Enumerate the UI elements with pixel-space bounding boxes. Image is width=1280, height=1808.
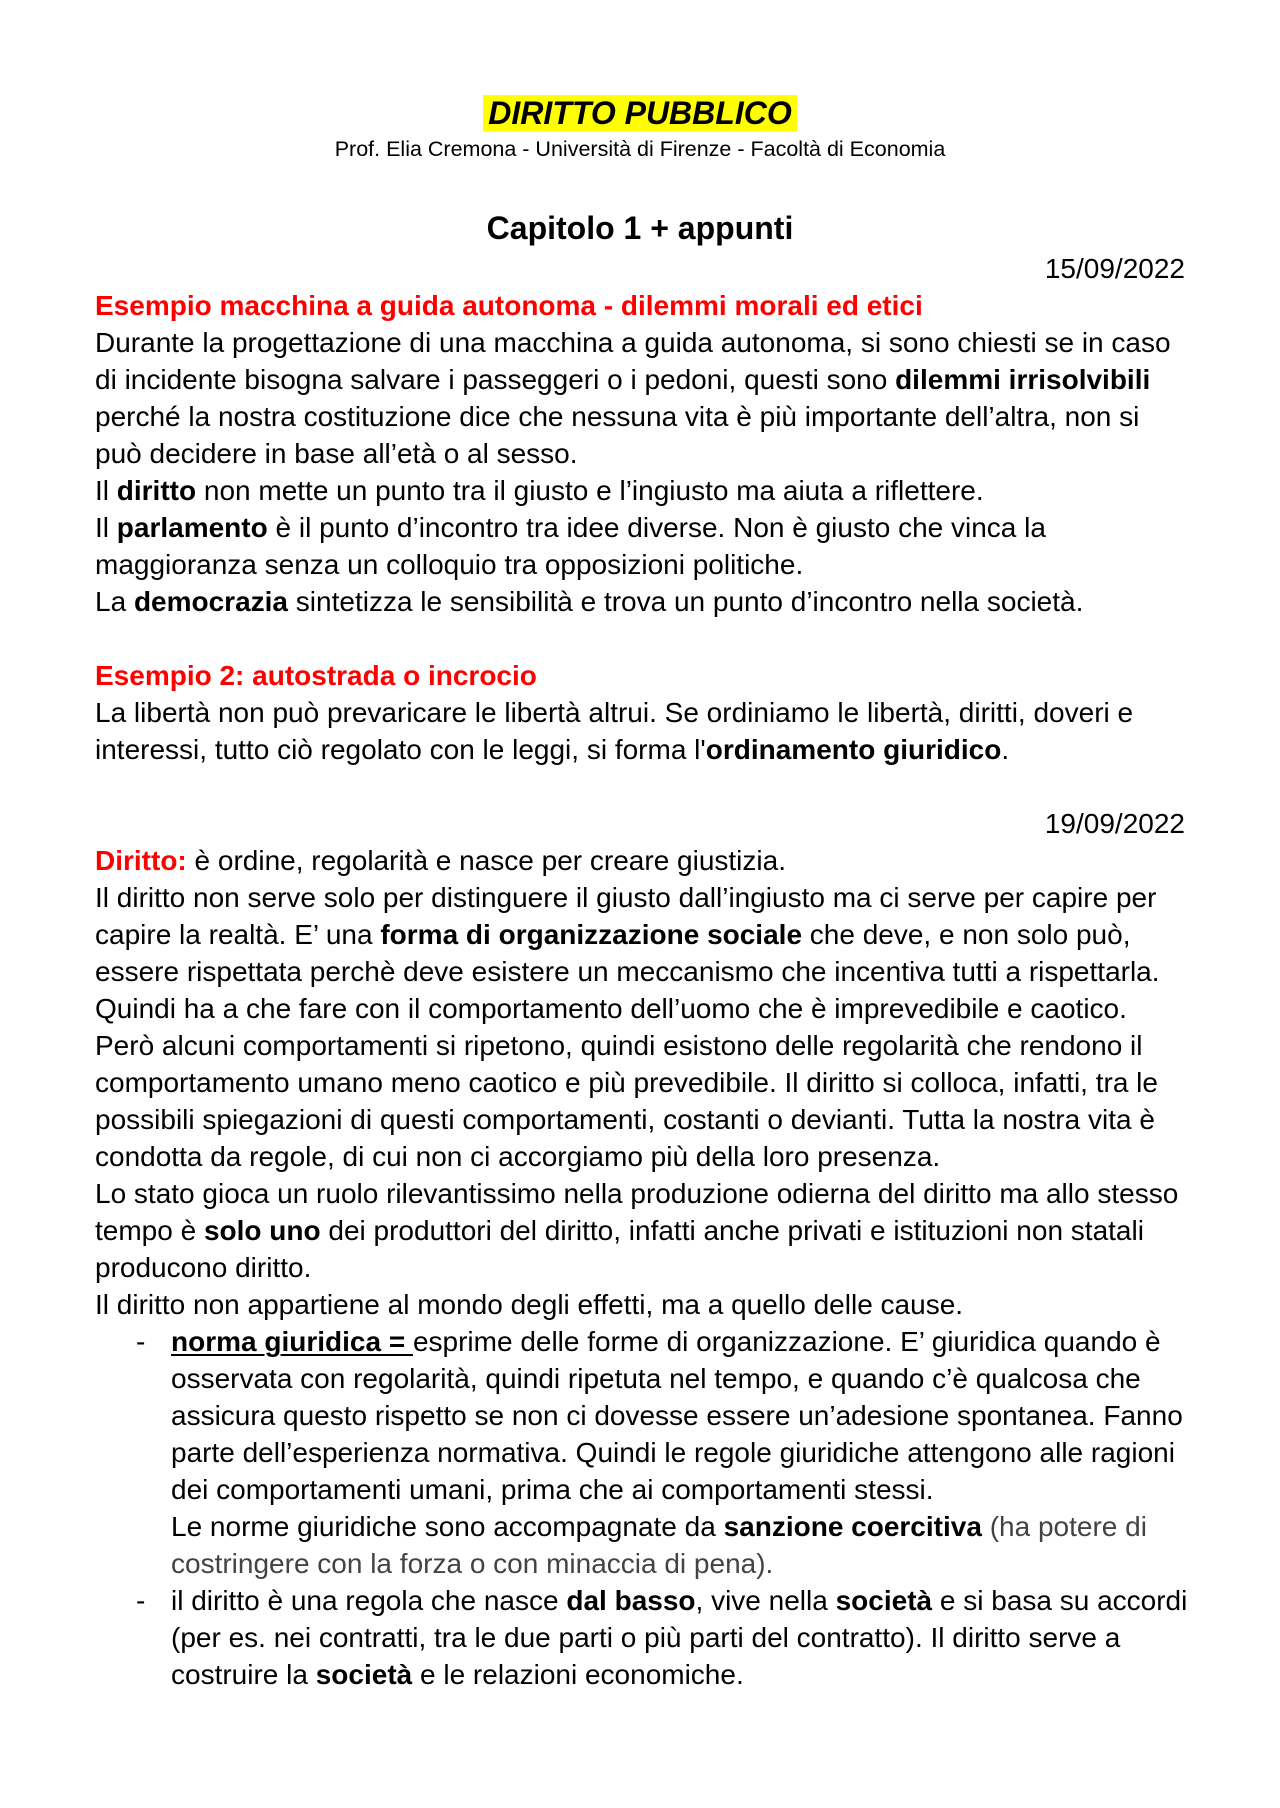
paragraph-line: Il diritto non serve solo per distinguere il giusto dall’ingiusto ma ci serve per capire per — [95, 882, 1157, 913]
line-text: costruire la — [171, 1659, 316, 1690]
bold-term: ordinamento giuridico — [705, 734, 1002, 765]
line-text: che deve, e non solo può, — [802, 919, 1131, 950]
list-line: parte dell’esperienza normativa. Quindi le regole giuridiche attengono alle ragioni — [171, 1437, 1175, 1468]
bold-term: diritto — [116, 475, 197, 506]
bold-term: forma di organizzazione sociale — [380, 919, 803, 950]
line-text: . — [1001, 734, 1010, 765]
paragraph-line — [95, 916, 1185, 953]
paragraph-line: producono diritto. — [95, 1252, 312, 1283]
paragraph-line — [95, 472, 1185, 509]
line-text: Le norme giuridiche sono accompagnate da — [171, 1511, 724, 1542]
blank-line — [95, 620, 1185, 657]
list-item — [95, 1323, 1185, 1582]
line-text: il diritto è una regola che nasce — [171, 1585, 567, 1616]
paragraph-line: possibili spiegazioni di questi comportamenti, costanti o devianti. Tutta la nostra vita è — [95, 1104, 1155, 1135]
line-text: dei produttori del diritto, infatti anche privati e istituzioni non statali — [320, 1215, 1144, 1246]
title-line — [0, 95, 1280, 131]
paragraph-line: maggioranza senza un colloquio tra opposizioni politiche. — [95, 549, 804, 580]
chapter-heading: Capitolo 1 + appunti — [486, 210, 794, 246]
paragraph-line: Però alcuni comportamenti si ripetono, quindi esistono delle regolarità che rendono il — [95, 1030, 1143, 1061]
bold-term: società — [315, 1659, 413, 1690]
line-text: tempo è — [95, 1215, 204, 1246]
list-line: costringere con la forza o con minaccia di pena). — [171, 1548, 774, 1579]
paragraph-line: comportamento umano meno caotico e più prevedibile. Il diritto si colloca, infatti, tra le — [95, 1067, 1158, 1098]
paragraph-line: Quindi ha a che fare con il comportamento dell’uomo che è imprevedibile e caotico. — [95, 993, 1127, 1024]
blank-line — [95, 768, 1185, 805]
bold-term: solo uno — [203, 1215, 321, 1246]
line-text: , vive nella — [695, 1585, 836, 1616]
paragraph-line — [95, 583, 1185, 620]
line-text: esprime delle forme di organizzazione. E’ giuridica quando è — [412, 1326, 1161, 1357]
list-line: osservata con regolarità, quindi ripetuta nel tempo, e quando c’è qualcosa che — [171, 1363, 1141, 1394]
muted-text: (ha potere di — [981, 1511, 1147, 1542]
line-text: Il — [95, 475, 117, 506]
line-text: e le relazioni economiche. — [412, 1659, 744, 1690]
bold-term: democrazia — [133, 586, 289, 617]
line-text: Il — [95, 512, 117, 543]
paragraph-line: può decidere in base all’età o al sesso. — [95, 438, 578, 469]
bold-term: sanzione coercitiva — [723, 1511, 982, 1542]
list-line — [95, 1582, 1188, 1619]
line-text: sintetizza le sensibilità e trova un punto d’incontro nella società. — [288, 586, 1084, 617]
bold-term: dilemmi irrisolvibili — [895, 364, 1151, 395]
paragraph-line: condotta da regole, di cui non ci accorgiamo più della loro presenza. — [95, 1141, 941, 1172]
document-title: DIRITTO PUBBLICO — [483, 95, 796, 131]
list-line: (per es. nei contratti, tra le due parti o più parti del contratto). Il diritto serve a — [171, 1622, 1121, 1653]
definition-term: Diritto: — [95, 845, 187, 876]
paragraph-line — [95, 731, 1185, 768]
line-text: di incidente bisogna salvare i passeggeri o i pedoni, questi sono — [95, 364, 896, 395]
definition-text: è ordine, regolarità e nasce per creare giustizia. — [186, 845, 786, 876]
list-line: assicura questo rispetto se non ci dovesse essere un’adesione spontanea. Fanno — [171, 1400, 1183, 1431]
paragraph-line: Lo stato gioca un ruolo rilevantissimo nella produzione odierna del diritto ma allo stesso — [95, 1178, 1179, 1209]
paragraph-line: essere rispettata perchè deve esistere un meccanismo che incentiva tutti a rispettarla. — [95, 956, 1160, 987]
list-bullet: - — [136, 1326, 146, 1357]
paragraph-line — [95, 1212, 1185, 1249]
section-heading: Esempio macchina a guida autonoma - dilemmi morali ed etici — [95, 290, 923, 321]
line-text: La — [95, 586, 134, 617]
paragraph-line: perché la nostra costituzione dice che nessuna vita è più importante dell’altra, non si — [95, 401, 1140, 432]
paragraph-line — [95, 509, 1185, 546]
list-line — [95, 1508, 1185, 1545]
list-line — [95, 1656, 1185, 1693]
paragraph-line: La libertà non può prevaricare le libertà altrui. Se ordiniamo le libertà, diritti, doveri e — [95, 697, 1134, 728]
line-text: interessi, tutto ciò regolato con le leggi, si forma l' — [95, 734, 706, 765]
paragraph-line — [95, 361, 1185, 398]
lecture-date: 19/09/2022 — [1044, 808, 1185, 839]
line-text: capire la realtà. E’ una — [95, 919, 381, 950]
line-text: è il punto d’incontro tra idee diverse. Non è giusto che vinca la — [267, 512, 1046, 543]
bold-term: dal basso — [566, 1585, 696, 1616]
lecture-date: 15/09/2022 — [1044, 253, 1185, 284]
bold-underlined-term: norma giuridica = — [171, 1326, 413, 1357]
line-text: e si basa su accordi — [932, 1585, 1188, 1616]
list-line: dei comportamenti umani, prima che ai comportamenti stessi. — [171, 1474, 934, 1505]
paragraph-line: Il diritto non appartiene al mondo degli effetti, ma a quello delle cause. — [95, 1289, 964, 1320]
definition-line — [95, 842, 1185, 879]
document-body — [95, 250, 1188, 1693]
paragraph-line: Durante la progettazione di una macchina a guida autonoma, si sono chiesti se in caso — [95, 327, 1171, 358]
list-item — [95, 1582, 1188, 1693]
bold-term: società — [835, 1585, 933, 1616]
line-text: non mette un punto tra il giusto e l’ingiusto ma aiuta a riflettere. — [196, 475, 984, 506]
document-subtitle: Prof. Elia Cremona - Università di Firenze - Facoltà di Economia — [334, 137, 946, 161]
list-line — [95, 1323, 1185, 1360]
bold-term: parlamento — [116, 512, 268, 543]
section-heading: Esempio 2: autostrada o incrocio — [95, 660, 537, 691]
list-bullet: - — [136, 1585, 146, 1616]
